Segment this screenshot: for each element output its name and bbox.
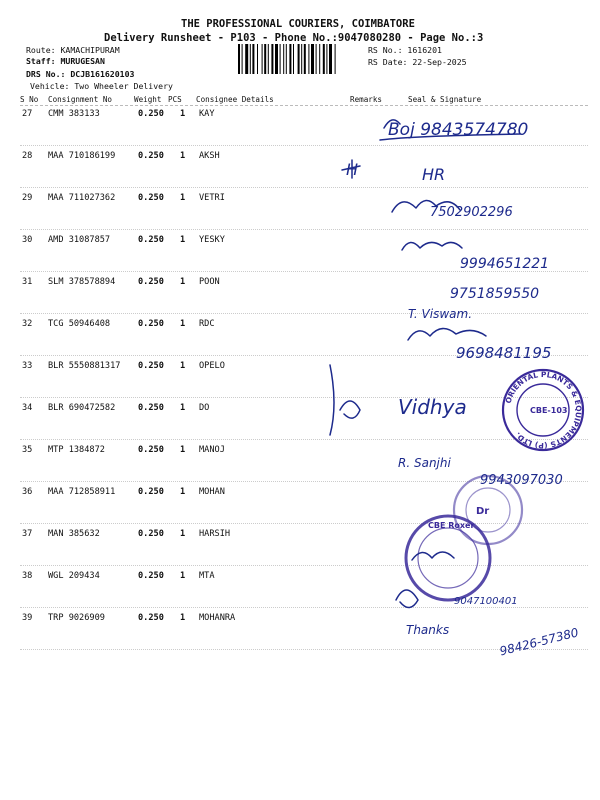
row-consignee: AKSH [199, 151, 220, 161]
sig-row-38: 9047100401 [454, 596, 518, 607]
staff-label: Staff: MURUGESAN [26, 56, 105, 66]
drs-label: DRS No.: DCJB161620103 [26, 69, 135, 79]
row-consignment-no: TCG 50946408 [48, 319, 111, 329]
row-weight: 0.250 [138, 445, 164, 455]
row-sno: 30 [22, 235, 33, 245]
row-weight: 0.250 [138, 403, 164, 413]
row-pcs: 1 [180, 529, 186, 539]
row-sno: 31 [22, 277, 33, 287]
row-consignment-no: BLR 5550881317 [48, 361, 121, 371]
col-weight: Weight [134, 95, 162, 104]
row-consignee: VETRI [199, 193, 225, 203]
row-consignee: MANOJ [199, 445, 225, 455]
row-weight: 0.250 [138, 193, 164, 203]
sig-row-35: R. Sanjhi [398, 456, 451, 470]
row-consignee: RDC [199, 319, 215, 329]
row-consignment-no: TRP 9026909 [48, 613, 105, 623]
row-consignee: HARSIH [199, 529, 231, 539]
oriental-stamp-inner: CBE-103 [530, 406, 568, 415]
row-pcs: 1 [180, 319, 186, 329]
row-consignment-no: SLM 378578894 [48, 277, 116, 287]
row-pcs: 1 [180, 487, 186, 497]
sig-row-35b: 9943097030 [480, 473, 563, 488]
row-consignee: MOHANRA [199, 613, 236, 623]
row-consignment-no: MAA 712858911 [48, 487, 116, 497]
row-sno: 28 [22, 151, 33, 161]
row-sno: 35 [22, 445, 33, 455]
row-weight: 0.250 [138, 361, 164, 371]
sig-row-39a: Thanks [406, 623, 450, 637]
rs-number: RS No.: 1616201 [368, 45, 442, 55]
row-pcs: 1 [180, 445, 186, 455]
row-sno: 33 [22, 361, 33, 371]
row-sno: 37 [22, 529, 33, 539]
row-consignment-no: MAN 385632 [48, 529, 100, 539]
row-pcs: 1 [180, 109, 186, 119]
col-remarks: Remarks [350, 95, 383, 104]
row-weight: 0.250 [138, 571, 164, 581]
row-consignment-no: AMD 31087857 [48, 235, 111, 245]
sig-row-31a: 9994651221 [460, 256, 550, 272]
row-pcs: 1 [180, 193, 186, 203]
col-pcs: PCS [168, 95, 182, 104]
row-weight: 0.250 [138, 319, 164, 329]
row-consignee: DO [199, 403, 210, 413]
row-weight: 0.250 [138, 235, 164, 245]
row-sno: 29 [22, 193, 33, 203]
row-sno: 39 [22, 613, 33, 623]
row-weight: 0.250 [138, 277, 164, 287]
row-consignee: KAY [199, 109, 215, 119]
row-consignment-no: CMM 383133 [48, 109, 100, 119]
row-pcs: 1 [180, 403, 186, 413]
row-pcs: 1 [180, 361, 186, 371]
company-title: THE PROFESSIONAL COURIERS, COIMBATORE [181, 18, 415, 30]
rs-date: RS Date: 22-Sep-2025 [368, 57, 467, 67]
col-consignee: Consignee Details [196, 95, 274, 104]
round-stamp-inner: Dr [476, 506, 490, 517]
row-consignee: OPELO [199, 361, 225, 371]
sig-row-31b: 9751859550 [450, 286, 540, 302]
row-weight: 0.250 [138, 109, 164, 119]
row-consignment-no: MTP 1384872 [48, 445, 105, 455]
oriental-stamp [503, 370, 583, 450]
row-consignee: POON [199, 277, 220, 287]
runsheet-subtitle: Delivery Runsheet - P103 - Phone No.:9047080280 - Page No.:3 [104, 32, 484, 44]
sig-row-29: 7502902296 [430, 205, 513, 220]
row-pcs: 1 [180, 571, 186, 581]
round-stamp-text: CBE Roxer [428, 521, 475, 530]
row-weight: 0.250 [138, 613, 164, 623]
sig-row-34: Vidhya [398, 395, 467, 419]
row-pcs: 1 [180, 277, 186, 287]
sig-row-32b: 9698481195 [456, 344, 552, 362]
sig-row-28b: HR [422, 165, 446, 184]
row-sno: 36 [22, 487, 33, 497]
row-pcs: 1 [180, 613, 186, 623]
sig-row-39b: 98426-57380 [498, 625, 580, 659]
vehicle-label: Vehicle: Two Wheeler Delivery [30, 81, 173, 91]
row-sno: 27 [22, 109, 33, 119]
col-seal: Seal & Signature [408, 95, 482, 104]
row-consignment-no: MAA 711027362 [48, 193, 116, 203]
row-sno: 34 [22, 403, 33, 413]
col-consignment: Consignment No [48, 95, 113, 104]
row-consignee: MOHAN [199, 487, 225, 497]
row-sno: 38 [22, 571, 33, 581]
oriental-stamp-text: ORIENTAL PLANTS & EQUIPMENTS (P) LTD. [503, 369, 584, 451]
row-pcs: 1 [180, 151, 186, 161]
sig-row-32a: T. Viswam. [408, 307, 473, 321]
row-weight: 0.250 [138, 487, 164, 497]
row-consignment-no: MAA 710186199 [48, 151, 116, 161]
row-consignment-no: WGL 209434 [48, 571, 100, 581]
row-consignee: YESKY [199, 235, 225, 245]
sig-row-28a: H [346, 160, 359, 179]
row-weight: 0.250 [138, 529, 164, 539]
row-pcs: 1 [180, 235, 186, 245]
row-consignment-no: BLR 690472582 [48, 403, 116, 413]
row-consignee: MTA [199, 571, 215, 581]
row-sno: 32 [22, 319, 33, 329]
route-label: Route: KAMACHIPURAM [26, 45, 120, 55]
sig-row-27: Boj 9843574780 [388, 120, 529, 140]
col-sno: S No [20, 95, 39, 104]
row-weight: 0.250 [138, 151, 164, 161]
